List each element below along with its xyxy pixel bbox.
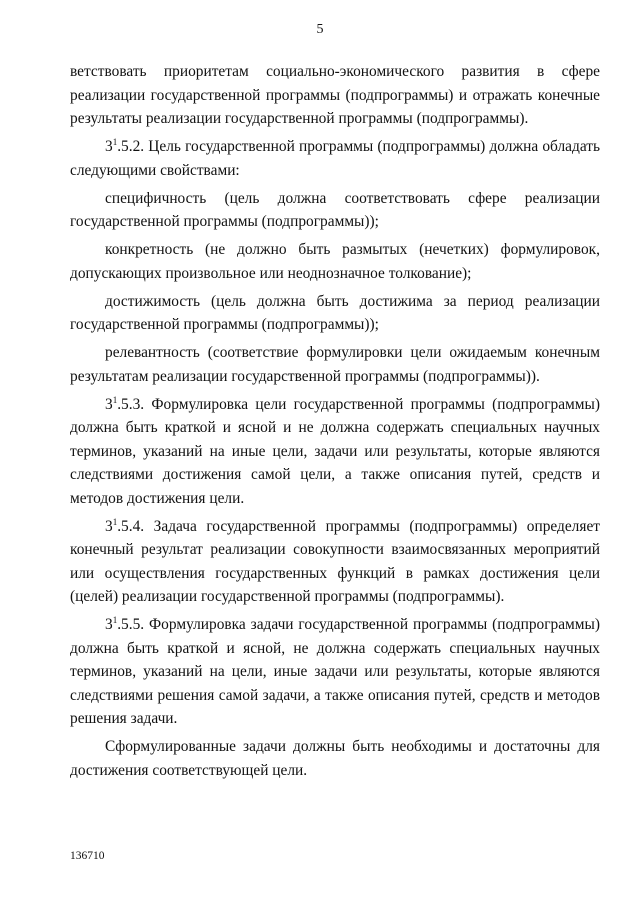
clause-number: 3: [105, 138, 113, 155]
document-body: [70, 60, 600, 787]
paragraph-text: .5.5. Формулировка задачи государственной программы (подпрограммы) должна быть краткой и ясной, не должна содержать специальных научных терминов, указаний на цели, иные задачи или результаты, которые являются следствиями решения самой задачи, а также описания путей, средств и методов решения задачи.: [70, 616, 600, 727]
clause-number: 3: [105, 517, 113, 535]
paragraph-text: ветствовать приоритетам социально-экономического развития в сфере реализации государственной программы (подпрограммы) и отражать конечные результаты реализации государственной программы (подпрограммы).: [70, 63, 600, 127]
paragraph-text: конкретность (не должно быть размытых (нечетких) формулировок, допускающих произвольное или неоднозначное толкование);: [70, 241, 600, 282]
paragraph-tasks-conclusion: [70, 735, 600, 782]
paragraph-clause-5-4: [70, 515, 600, 609]
clause-superscript: 1: [112, 394, 118, 405]
paragraph-continuation: [70, 60, 600, 131]
paragraph-property-specificity: [70, 187, 600, 234]
paragraph-text: достижимость (цель должна быть достижима за период реализации государственной программы (подпрограммы));: [70, 292, 600, 333]
paragraph-text: .5.2. Цель государственной программы (подпрограммы) должна обладать следующими свойствами:: [70, 138, 600, 179]
paragraph-clause-5-5: [70, 613, 600, 731]
paragraph-property-achievability: [70, 290, 600, 337]
paragraph-property-concreteness: [70, 238, 600, 285]
document-code: 136710: [70, 850, 105, 862]
clause-number: 3: [105, 616, 113, 633]
page-number: 5: [316, 22, 324, 37]
paragraph-text: .5.4. Задача государственной программы (подпрограммы) определяет конечный результат реализации совокупности взаимосвязанных мероприятий или осуществления государственных функций в рамках достижения цели (целей) реализации государственной программы (подпрограммы).: [70, 517, 600, 605]
clause-number: 3: [105, 395, 113, 413]
clause-superscript: 1: [112, 516, 118, 527]
clause-superscript: 1: [112, 615, 118, 625]
paragraph-text: Сформулированные задачи должны быть необходимы и достаточны для достижения соответствующей цели.: [70, 738, 600, 779]
paragraph-text: релевантность (соответствие формулировки цели ожидаемым конечным результатам реализации государственной программы (подпрограммы)).: [70, 344, 600, 385]
paragraph-clause-5-2: [70, 135, 600, 182]
paragraph-text: специфичность (цель должна соответствовать сфере реализации государственной программы (подпрограммы));: [70, 189, 600, 230]
paragraph-text: .5.3. Формулировка цели государственной программы (подпрограммы) должна быть краткой и ясной и не должна содержать специальных научных терминов, указаний на иные цели, задачи или результаты, которые являются следствиями достижения самой цели, а также описания путей, средств и методов достижения цели.: [70, 395, 600, 507]
paragraph-clause-5-3: [70, 393, 600, 511]
paragraph-property-relevance: [70, 341, 600, 388]
clause-superscript: 1: [112, 137, 118, 147]
